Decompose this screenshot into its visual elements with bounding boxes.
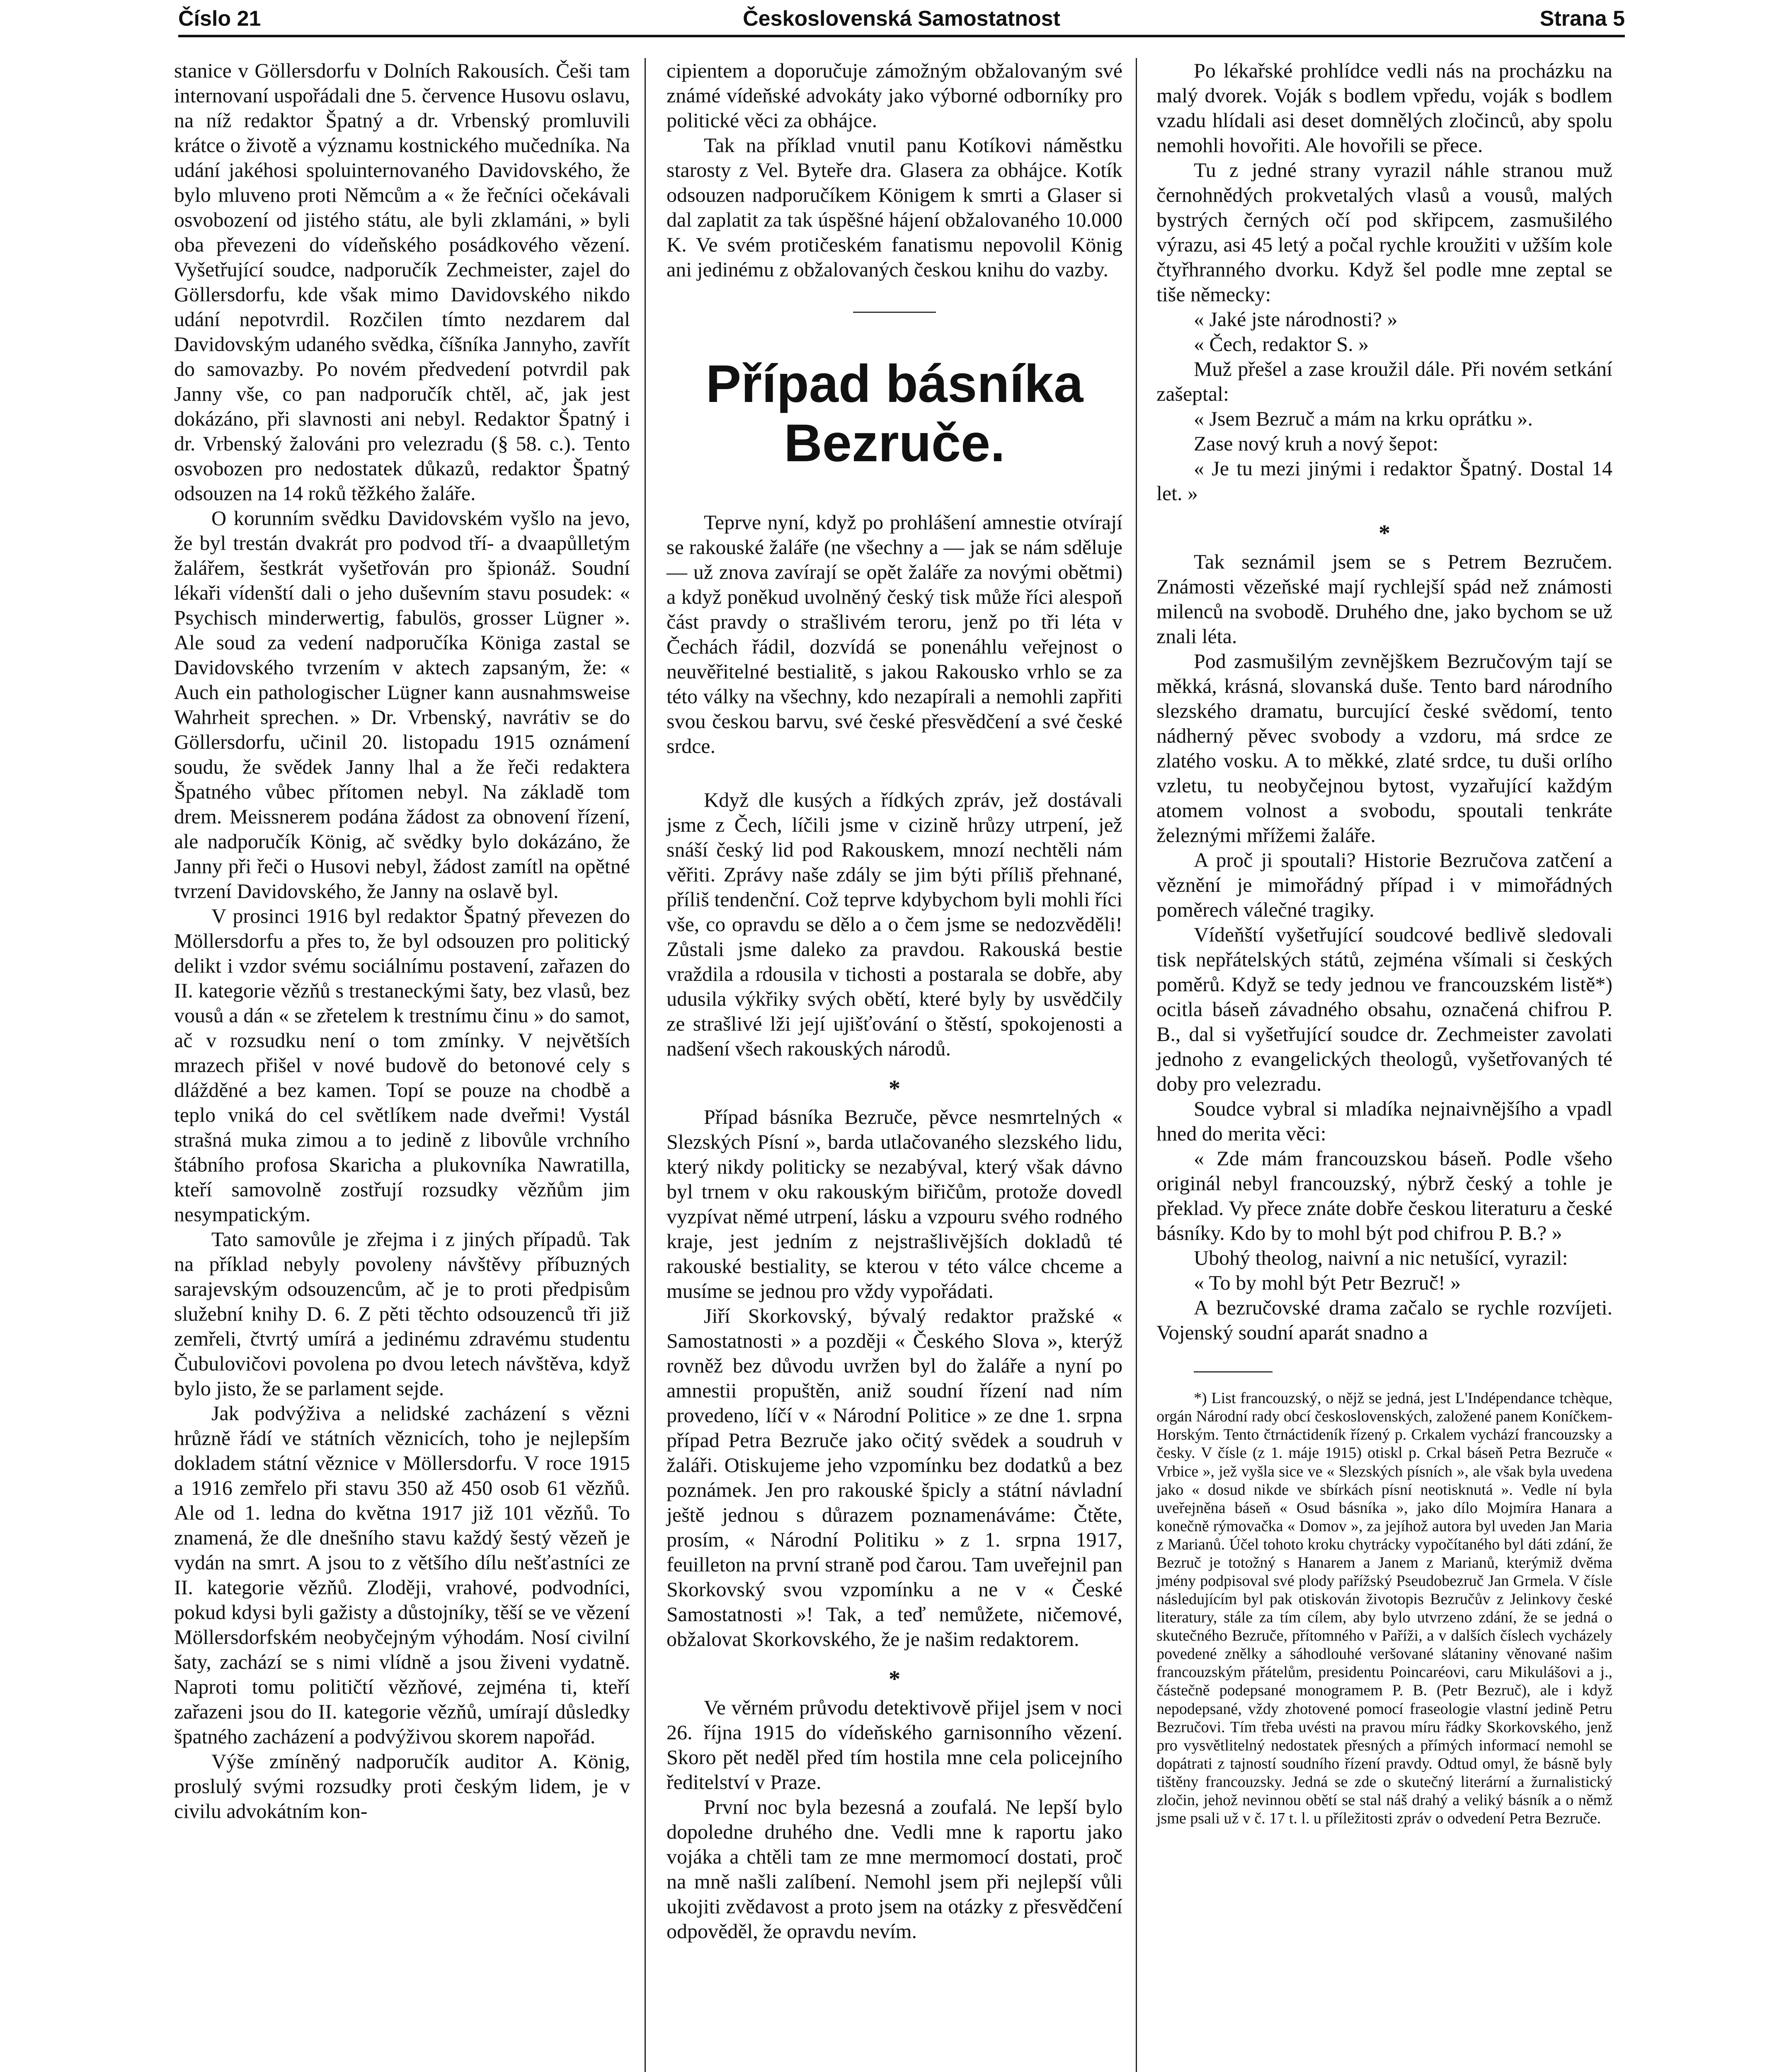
dialogue-line: « Jsem Bezruč a mám na krku oprátku ». bbox=[1194, 407, 1533, 430]
paragraph: stanice v Göllersdorfu v Dolních Rakousích. Češi tam internovaní uspořádali dne 5. července Husovu oslavu, na níž redaktor Špatný a dr. Vrbenský promluvili krátce o životě a významu kostnického mučedníka. Na udání jakéhosi spoluinternovaného Davidovského, že bylo mluveno proti Němcům a « že řečníci očekávali osvobození od jistého státu, ale byli zklamáni, » byli oba převezeni do vídeňského posádkového vězení. Vyšetřující soudce, nadporučík Zechmeister, zajel do Göllersdorfu, kde však mimo Davidovského nikdo udání nepotvrdil. Rozčilen tímto nezdarem dal Davidovským udaného svědka, číšníka Jannyho, zavřít do samovazby. Po novém předvedení potvrdil pak Janny vše, co pan nadporučík chtěl, ač, jak jest dokázáno, při slavnosti ani nebyl. Redaktor Špatný i dr. Vrbenský žalováni pro velezradu (§ 58. c.). Tento osvobozen pro nedostatek důkazů, redaktor Špatný odsouzen na 14 roků těžkého žaláře. bbox=[174, 59, 630, 505]
paragraph: Vídeňští vyšetřující soudcové bedlivě sledovali tisk nepřátelských států, zejména všímali si českých poměrů. Když se tedy jednou ve francouzském listě*) ocitla báseň závadného obsahu, označená chifrou P. B., dal si vyšetřující soudce dr. Zechmeister zavolati jednoho z evangelických theologů, vyšetřovaných té doby pro velezradu. bbox=[1156, 923, 1612, 1096]
section-star: * bbox=[889, 1075, 900, 1101]
paragraph: A proč ji spoutali? Historie Bezručova zatčení a věznění je mimořádný případ i v mimořádných poměrech válečné tragiky. bbox=[1156, 848, 1612, 922]
dialogue-line: « To by mohl být Petr Bezruč! » bbox=[1194, 1271, 1461, 1295]
paragraph: Jiří Skorkovský, bývalý redaktor pražské « Samostatnosti » a později « Českého Slova », kterýž rovněž bez důvodu uvržen byl do žaláře a nyní po amnestii propuštěn, aniž soudní řízení nad ním provedeno, líčí v « Národní Politice » ze dne 1. srpna případ Petra Bezruče jako očitý svědek a soudruh v žaláři. Otiskujeme jeho vzpomínku bez dodatků a bez poznámek. Jen pro rakouské špicly a státní návladní ještě jednou s důrazem poznamenáváme: Čtěte, prosím, « Národní Politiku » z 1. srpna 1917, feuilleton na první straně pod čarou. Tam uveřejnil pan Skorkovský svou vzpomínku a ne v « České Samostatnosti »! Tak, a teď nemůžete, ničemové, obžalovat Skorkovského, že je našim redaktorem. bbox=[667, 1304, 1122, 1651]
column-2 bbox=[667, 58, 1122, 1944]
column-divider bbox=[1136, 58, 1137, 2072]
paragraph: Pod zasmušilým zevnějškem Bezručovým tají se měkká, krásná, slovanská duše. Tento bard národního slezského dramatu, burcující české svědomí, tento nádherný pěvec svobody a vzdoru, má srdce ze zlatého vosku. A to měkké, zlaté srdce, tu duši orlího vzletu, tu neobyčejnou bytost, vyzařující každým atomem volnost a svobodu, spoutali tenkráte železnými mřížemi žaláře. bbox=[1156, 649, 1612, 847]
section-star: * bbox=[1379, 520, 1390, 546]
paragraph: Ubohý theolog, naivní a nic netušící, vyrazil: bbox=[1194, 1246, 1568, 1270]
paragraph: A bezručovské drama začalo se rychle rozvíjeti. Vojenský soudní aparát snadno a bbox=[1156, 1296, 1612, 1344]
dialogue-line: « Čech, redaktor S. » bbox=[1194, 332, 1369, 356]
paragraph: Zase nový kruh a nový šepot: bbox=[1194, 432, 1439, 455]
paragraph: Ve věrném průvodu detektivově přijel jsem v noci 26. října 1915 do vídeňského garnisonního vězení. Skoro pět neděl před tím hostila mne cela policejního ředitelství v Praze. bbox=[667, 1696, 1122, 1794]
page-number: Strana 5 bbox=[1539, 7, 1625, 31]
paragraph: Když dle kusých a řídkých zpráv, jež dostávali jsme z Čech, líčili jsme v cizině hrůzy utrpení, jež snáší český lid pod Rakouskem, mnozí nechtěli nám věřiti. Zprávy naše zdály se jim býti příliš přehnané, příliš tendenční. Což teprve kdybychom byli mohli říci vše, co opravdu se dělo a o čem jsme se nedozvěděli! Zůstali jsme daleko za pravdou. Rakouská bestie vraždila a rdousila v tichosti a postarala se dobře, aby udusila výkřiky svých obětí, které byly by usvědčily ze strašlivé lži její ujišťování o štěstí, spokojenosti a nadšení všech rakouských národů. bbox=[667, 788, 1122, 1060]
paragraph: Po lékařské prohlídce vedli nás na procházku na malý dvorek. Voják s bodlem vpředu, voják s bodlem vzadu hlídali asi deset domnělých zločinců, aby spolu nemohli hovořiti. Ale hovořili se přece. bbox=[1156, 59, 1612, 157]
issue-number: Číslo 21 bbox=[178, 7, 261, 31]
column-3 bbox=[1156, 58, 1612, 1828]
column-divider bbox=[645, 58, 646, 2072]
paragraph: Tato samovůle je zřejma i z jiných případů. Tak na příklad nebyly povoleny návštěvy příbuzných sarajevským odsouzencům, ač je to proti předpisům služební knihy D. 6. Z pěti těchto odsouzenců tři již zemřeli, čtvrtý umírá a jedinému zdravému studentu Čubulovičovi povolena po dvou letech návštěva, když bylo jisto, že se parlament sejde. bbox=[174, 1227, 630, 1400]
paragraph: Tu z jedné strany vyrazil náhle stranou muž černohnědých prokvetalých vlasů a vousů, malých bystrých černých očí pod skřipcem, zasmušilého výrazu, asi 45 letý a počal rychle kroužiti v užším kole čtyřhranného dvorku. Když šel podle mne zeptal se tiše německy: bbox=[1156, 158, 1612, 306]
paragraph: cipientem a doporučuje zámožným obžalovaným své známé vídeňské advokáty jako výborné odborníky pro politické věci za obhájce. bbox=[667, 59, 1122, 132]
paragraph: Soudce vybral si mladíka nejnaivnějšího a vpadl hned do merita věci: bbox=[1156, 1097, 1612, 1145]
footnote-text: *) List francouzský, o nějž se jedná, jest L'Indépendance tchèque, orgán Národní rady obcí československých, založené panem Koníčkem-Horským. Tento čtrnáctideník řízený p. Crkalem vychází francouzsky a česky. V čísle (z 1. máje 1915) otiskl p. Crkal báseň Petra Bezruče « Vrbice », jež vyšla sice ve « Slezských písních », ale však byla uvedena jako « dosud nikde ve sbírkách písní neotisknutá ». Vedle ní byla uveřejněna báseň « Osud básníka », jako dílo Mojmíra Hanara a konečně rýmovačka « Domov », za jejíhož autora byl uveden Jan Maria z Marianů. Účel tohoto kroku chytrácky vypočítaného byl dáti zdání, že Bezruč je totožný s Hanarem a Janem z Marianů, kterýmiž dvěma jmény podpisoval své plody pařížský Pseudobezruč Jan Grmela. V čísle následujícím byl pak otiskován životopis Bezručův z Jelinkovy české literatury, stále za tím cílem, aby bylo utvrzeno zdání, že se jedná o skutečného Bezruče, přítomného v Paříži, a v dalších číslech vycházely povedené znělky a sáhodlouhé veršované slátaniny věnované našim francouzským přátelům, presidentu Poincaréovi, caru Mikulášovi a j., částečně podepsané monogramem P. B. (Petr Bezruč), ale i když nepodepsané, vždy zhotovené pomocí fraseologie vlastní jedině Petru Bezručovi. Tím třeba uvésti na pravou míru řádky Skorkovského, jenž pro vysvětlitelný nedostatek přesných a přímých informací nemohl se dopátrati z tajností soudního řízení pravdy. Odtud omyl, že básně byly tištěny francouzsky. Jedná se zde o skutečný literární a žurnalistický zločin, jehož nevinnou obětí se stal náš drahý a veliký básník a o němž jsme psali už v č. 17 t. l. u příležitosti zpráv o odvedení Petra Bezruče. bbox=[1156, 1389, 1612, 1827]
dialogue-line: « Zde mám francouzskou báseň. Podle všeho originál nebyl francouzský, nýbrž český a tohle je překlad. Vy přece znáte dobře českou literaturu a české básníky. Kdo by to mohl být pod chifrou P. B.? » bbox=[1156, 1147, 1612, 1245]
paragraph: Případ básníka Bezruče, pěvce nesmrtelných « Slezských Písní », barda utlačovaného slezského lidu, který nikdy politicky se nezabýval, který však dávno byl trnem v oku rakouským biřičům, protože dovedl vyzpívat němé utrpení, lásku a vzpouru svého rodného kraje, jest jedním z nejstrašlivějších dokladů té rakouské bestiality, se kterou v této válce chceme a musíme se jednou pro vždy vypořádati. bbox=[667, 1105, 1122, 1302]
paragraph: Tak seznámil jsem se s Petrem Bezručem. Známosti vězeňské mají rychlejší spád než známosti milenců na svobodě. Druhého dne, jako bychom se už znali léta. bbox=[1156, 550, 1612, 648]
dialogue-line: « Je tu mezi jinými i redaktor Špatný. Dostal 14 let. » bbox=[1156, 457, 1612, 505]
page-header bbox=[178, 4, 1625, 37]
paragraph: Muž přešel a zase kroužil dále. Při novém setkání zašeptal: bbox=[1156, 357, 1612, 405]
footnote-rule bbox=[1194, 1371, 1273, 1372]
paragraph: Výše zmíněný nadporučík auditor A. König, proslulý svými rozsudky proti českým lidem, je v civilu advokátním kon- bbox=[174, 1750, 630, 1823]
paragraph: Jak podvýživa a nelidské zacházení s vězni hrůzně řádí ve státních věznicích, toho je nejlepším dokladem státní věznice v Möllersdorfu. V roce 1915 a 1916 zemřelo při stavu 350 až 450 osob 61 vězňů. Ale od 1. ledna do května 1917 již 101 vězňů. To znamená, že dle dnešního stavu každý šestý vězeň je vydán na smrt. A jsou to z většího dílu nešťastníci ze II. kategorie vězňů. Zloději, vrahové, podvodníci, pokud kdysi byli gažisty a důstojníky, těší se ve vězení Möllersdorfském neobyčejným výhodám. Nosí civilní šaty, zachází se s nimi vlídně a jsou živeni vydatně. Naproti tomu političtí vězňové, zejména ti, kteří zařazeni jsou do II. kategorie vězňů, umírají důsledky špatného zacházení a podvýživou skorem napořád. bbox=[174, 1402, 630, 1748]
section-star: * bbox=[889, 1666, 900, 1692]
paragraph: V prosinci 1916 byl redaktor Špatný převezen do Möllersdorfu a přes to, že byl odsouzen pro politický delikt i vzdor svému sociálnímu postavení, zařazen do II. kategorie vězňů s trestaneckými šaty, bez vlasů, bez vousů a dán « se zřetelem k trestnímu činu » do samot, ač v rozsudku není o tom zmínky. V největších mrazech přišel v nové budově do betonové cely s dlážděné a bez kamen. Topí se pouze na chodbě a teplo vniká do cel světlíkem nade dveřmi! Vystál strašná muka zimou a to jedině z libovůle vrchního štábního profosa Skaricha a plukovníka Nawratilla, kteří samovolně zostřují rozsudky vězňům jim nesympatickým. bbox=[174, 904, 630, 1226]
paragraph: O korunním svědku Davidovském vyšlo na jevo, že byl trestán dvakrát pro podvod tří- a dvaapůlletým žalářem, šestkrát vyšetřován pro špionáž. Soudní lékaři vídenští dali o jeho duševním stavu posudek: « Psychisch minderwertig, fabulös, grosser Lügner ». Ale soud za vedení nadporučíka Königa zastal se Davidovského tvrzením v aktech zapsaným, že: « Auch ein pathologischer Lügner kann ausnahmsweise Wahrheit sprechen. » Dr. Vrbenský, navrátiv se do Göllersdorfu, učinil 20. listopadu 1915 oznámení soudu, že svědek Janny lhal a že řeči redaktera Špatného vůbec přítomen nebyl. Na základě tom drem. Meissnerem podána žádost za obnovení řízení, ale nadporučík König, ač svědky bylo dokázáno, že Janny při řeči o Husovi nebyl, žádost zamítl na opětné tvrzení Davidovského, že Janny na oslavě byl. bbox=[174, 506, 630, 903]
paragraph: Teprve nyní, když po prohlášení amnestie otvírají se rakouské žaláře (ne všechny a — jak se nám sděluje — už znova zavírají se opět žaláře za novými obětmi) a když poněkud uvolněný český tisk může říci alespoň část pravdy o strašlivém teroru, jenž po tři léta v Čechách řádil, dozvídá se ponenáhlu veřejnost o neuvěřitelné bestialitě, s jakou Rakousko vrhlo se za této války na všechny, kdo nezapírali a nemohli zapřiti svou českou barvu, své české přesvědčení a své české srdce. bbox=[667, 510, 1122, 758]
newspaper-title: Československá Samostatnost bbox=[743, 7, 1060, 31]
footnote bbox=[1156, 1389, 1612, 1828]
dialogue-line: « Jaké jste národnosti? » bbox=[1194, 307, 1398, 331]
paragraph: První noc byla bezesná a zoufalá. Ne lepší bylo dopoledne druhého dne. Vedli mne k raportu jako vojáka a chtěli tam ze mne mermomocí dostati, proč na mně našli zalíbení. Nemohl jsem při nejlepší vůli ukojiti zvědavost a proto jsem na otázky z přesvědčení odpověděl, že opravdu nevím. bbox=[667, 1795, 1122, 1943]
paragraph: Tak na příklad vnutil panu Kotíkovi náměstku starosty z Vel. Byteře dra. Glasera za obhájce. Kotík odsouzen nadporučíkem Königem k smrti a Glaser si dal zaplatit za tak úspěšné hájení obžalovaného 10.000 K. Ve svém protičeském fanatismu nepovolil König ani jedinému z obžalovaných českou knihu do vazby. bbox=[667, 133, 1122, 281]
column-1 bbox=[174, 58, 630, 1823]
article-headline: Případ básníka Bezruče. bbox=[705, 354, 1084, 473]
section-rule bbox=[853, 312, 936, 313]
